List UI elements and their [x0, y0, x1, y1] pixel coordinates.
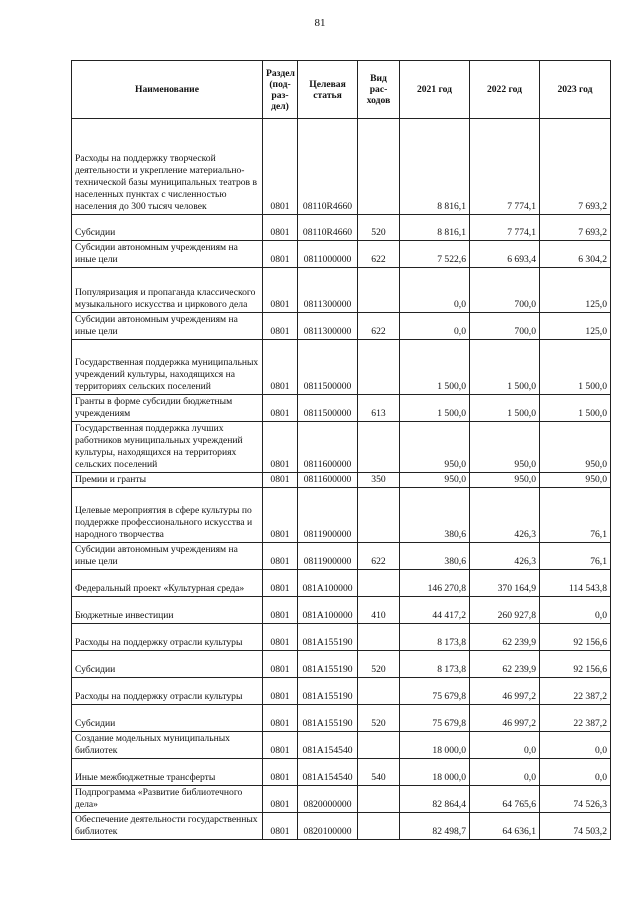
cell-target: 0811900000	[298, 488, 358, 543]
cell-section: 0801	[263, 759, 298, 786]
header-2023: 2023 год	[540, 61, 611, 119]
cell-name: Иные межбюджетные трансферты	[72, 759, 263, 786]
cell-y2023: 0,0	[540, 759, 611, 786]
cell-type: 410	[358, 597, 400, 624]
cell-target: 081A154540	[298, 759, 358, 786]
table-row	[72, 786, 611, 813]
cell-section: 0801	[263, 651, 298, 678]
header-name: Наименование	[72, 61, 263, 119]
table-row	[72, 268, 611, 313]
table-row	[72, 732, 611, 759]
cell-target: 0811300000	[298, 313, 358, 340]
cell-y2021: 18 000,0	[400, 759, 470, 786]
cell-y2023: 74 503,2	[540, 813, 611, 840]
cell-y2023: 0,0	[540, 597, 611, 624]
header-section: Раздел (под-раз-дел)	[263, 61, 298, 119]
cell-y2023: 125,0	[540, 313, 611, 340]
cell-target: 0811500000	[298, 395, 358, 422]
cell-y2022: 46 997,2	[470, 705, 540, 732]
table-body	[72, 119, 611, 840]
cell-y2023: 92 156,6	[540, 624, 611, 651]
cell-y2021: 380,6	[400, 543, 470, 570]
cell-name: Популяризация и пропаганда классического музыкального искусства и циркового дела	[72, 268, 263, 313]
cell-y2022: 62 239,9	[470, 651, 540, 678]
budget-table	[71, 60, 611, 840]
cell-y2021: 950,0	[400, 473, 470, 488]
cell-y2023: 125,0	[540, 268, 611, 313]
cell-section: 0801	[263, 678, 298, 705]
cell-y2021: 44 417,2	[400, 597, 470, 624]
cell-name: Субсидии автономным учреждениям на иные цели	[72, 313, 263, 340]
cell-type	[358, 570, 400, 597]
cell-section: 0801	[263, 268, 298, 313]
cell-target: 0811600000	[298, 473, 358, 488]
cell-y2021: 1 500,0	[400, 395, 470, 422]
cell-y2021: 8 173,8	[400, 624, 470, 651]
cell-target: 081A155190	[298, 678, 358, 705]
cell-type	[358, 678, 400, 705]
cell-name: Расходы на поддержку отрасли культуры	[72, 624, 263, 651]
cell-y2022: 7 774,1	[470, 119, 540, 215]
cell-name: Федеральный проект «Культурная среда»	[72, 570, 263, 597]
cell-y2022: 260 927,8	[470, 597, 540, 624]
cell-name: Субсидии	[72, 215, 263, 241]
cell-name: Гранты в форме субсидии бюджетным учреждениям	[72, 395, 263, 422]
table-row	[72, 678, 611, 705]
table-row	[72, 473, 611, 488]
cell-section: 0801	[263, 732, 298, 759]
cell-y2021: 1 500,0	[400, 340, 470, 395]
cell-y2022: 1 500,0	[470, 395, 540, 422]
cell-section: 0801	[263, 422, 298, 473]
cell-target: 0820100000	[298, 813, 358, 840]
cell-y2023: 950,0	[540, 473, 611, 488]
cell-section: 0801	[263, 813, 298, 840]
cell-section: 0801	[263, 313, 298, 340]
cell-y2022: 370 164,9	[470, 570, 540, 597]
table-row	[72, 340, 611, 395]
cell-section: 0801	[263, 786, 298, 813]
cell-target: 0820000000	[298, 786, 358, 813]
cell-y2023: 7 693,2	[540, 119, 611, 215]
cell-type	[358, 732, 400, 759]
cell-y2023: 76,1	[540, 488, 611, 543]
cell-y2022: 426,3	[470, 543, 540, 570]
cell-type: 540	[358, 759, 400, 786]
cell-y2022: 46 997,2	[470, 678, 540, 705]
cell-name: Государственная поддержка лучших работников муниципальных учреждений культуры, находящихся на территориях сельских поселений	[72, 422, 263, 473]
cell-y2023: 0,0	[540, 732, 611, 759]
cell-y2022: 7 774,1	[470, 215, 540, 241]
cell-type	[358, 488, 400, 543]
cell-y2022: 950,0	[470, 473, 540, 488]
cell-type: 622	[358, 241, 400, 268]
cell-name: Субсидии автономным учреждениям на иные цели	[72, 543, 263, 570]
table-row	[72, 395, 611, 422]
table-row	[72, 119, 611, 215]
cell-target: 0811300000	[298, 268, 358, 313]
table-row	[72, 570, 611, 597]
cell-name: Расходы на поддержку отрасли культуры	[72, 678, 263, 705]
cell-name: Премии и гранты	[72, 473, 263, 488]
cell-name: Бюджетные инвестиции	[72, 597, 263, 624]
cell-name: Подпрограмма «Развитие библиотечного дела»	[72, 786, 263, 813]
cell-name: Расходы на поддержку творческой деятельности и укрепление материально-технической базы муниципальных театров в населенных пунктах с численностью населения до 300 тысяч человек	[72, 119, 263, 215]
cell-section: 0801	[263, 395, 298, 422]
cell-target: 081A100000	[298, 570, 358, 597]
cell-y2022: 0,0	[470, 759, 540, 786]
cell-y2021: 18 000,0	[400, 732, 470, 759]
cell-y2023: 7 693,2	[540, 215, 611, 241]
cell-y2022: 64 636,1	[470, 813, 540, 840]
cell-name: Целевые мероприятия в сфере культуры по поддержке профессионального искусства и народного творчества	[72, 488, 263, 543]
cell-y2021: 8 816,1	[400, 119, 470, 215]
table-row	[72, 705, 611, 732]
cell-y2021: 82 498,7	[400, 813, 470, 840]
header-type: Вид рас-ходов	[358, 61, 400, 119]
cell-type	[358, 340, 400, 395]
table-row	[72, 624, 611, 651]
header-target: Целевая статья	[298, 61, 358, 119]
cell-y2023: 76,1	[540, 543, 611, 570]
cell-section: 0801	[263, 543, 298, 570]
cell-target: 0811900000	[298, 543, 358, 570]
cell-y2021: 0,0	[400, 268, 470, 313]
cell-type	[358, 119, 400, 215]
cell-name: Государственная поддержка муниципальных учреждений культуры, находящихся на территориях сельских поселений	[72, 340, 263, 395]
cell-section: 0801	[263, 340, 298, 395]
page-number: 81	[314, 17, 326, 29]
cell-y2023: 22 387,2	[540, 678, 611, 705]
cell-target: 081A154540	[298, 732, 358, 759]
cell-type	[358, 813, 400, 840]
table-row	[72, 651, 611, 678]
cell-y2021: 8 173,8	[400, 651, 470, 678]
cell-y2022: 6 693,4	[470, 241, 540, 268]
table-row	[72, 422, 611, 473]
cell-section: 0801	[263, 705, 298, 732]
cell-target: 08110R4660	[298, 215, 358, 241]
cell-type	[358, 268, 400, 313]
cell-type	[358, 422, 400, 473]
cell-name: Субсидии автономным учреждениям на иные цели	[72, 241, 263, 268]
cell-y2023: 114 543,8	[540, 570, 611, 597]
cell-y2021: 950,0	[400, 422, 470, 473]
cell-y2023: 1 500,0	[540, 340, 611, 395]
table-row	[72, 813, 611, 840]
cell-type: 350	[358, 473, 400, 488]
cell-y2021: 7 522,6	[400, 241, 470, 268]
cell-target: 081A100000	[298, 597, 358, 624]
cell-y2022: 1 500,0	[470, 340, 540, 395]
cell-section: 0801	[263, 119, 298, 215]
cell-y2021: 146 270,8	[400, 570, 470, 597]
cell-y2022: 950,0	[470, 422, 540, 473]
cell-y2021: 75 679,8	[400, 678, 470, 705]
cell-y2022: 64 765,6	[470, 786, 540, 813]
cell-y2023: 6 304,2	[540, 241, 611, 268]
cell-target: 0811500000	[298, 340, 358, 395]
cell-y2021: 8 816,1	[400, 215, 470, 241]
table-row	[72, 543, 611, 570]
cell-name: Создание модельных муниципальных библиотек	[72, 732, 263, 759]
cell-type: 622	[358, 543, 400, 570]
cell-type: 622	[358, 313, 400, 340]
cell-y2023: 950,0	[540, 422, 611, 473]
cell-type	[358, 624, 400, 651]
cell-name: Субсидии	[72, 651, 263, 678]
cell-y2021: 82 864,4	[400, 786, 470, 813]
cell-target: 08110R4660	[298, 119, 358, 215]
cell-section: 0801	[263, 241, 298, 268]
cell-section: 0801	[263, 570, 298, 597]
cell-type: 520	[358, 651, 400, 678]
cell-y2022: 0,0	[470, 732, 540, 759]
cell-target: 0811000000	[298, 241, 358, 268]
cell-name: Субсидии	[72, 705, 263, 732]
cell-section: 0801	[263, 215, 298, 241]
cell-y2023: 74 526,3	[540, 786, 611, 813]
cell-y2023: 22 387,2	[540, 705, 611, 732]
cell-section: 0801	[263, 488, 298, 543]
table-row	[72, 488, 611, 543]
table-row	[72, 241, 611, 268]
cell-name: Обеспечение деятельности государственных библиотек	[72, 813, 263, 840]
cell-y2023: 92 156,6	[540, 651, 611, 678]
cell-section: 0801	[263, 597, 298, 624]
cell-target: 081A155190	[298, 705, 358, 732]
cell-target: 0811600000	[298, 422, 358, 473]
cell-target: 081A155190	[298, 624, 358, 651]
cell-type: 613	[358, 395, 400, 422]
cell-y2021: 0,0	[400, 313, 470, 340]
cell-y2022: 426,3	[470, 488, 540, 543]
cell-y2022: 700,0	[470, 313, 540, 340]
table-row	[72, 215, 611, 241]
header-2021: 2021 год	[400, 61, 470, 119]
cell-y2023: 1 500,0	[540, 395, 611, 422]
cell-type: 520	[358, 215, 400, 241]
cell-section: 0801	[263, 473, 298, 488]
table-header-row	[72, 61, 611, 119]
cell-target: 081A155190	[298, 651, 358, 678]
table-row	[72, 597, 611, 624]
cell-y2022: 62 239,9	[470, 624, 540, 651]
cell-type: 520	[358, 705, 400, 732]
cell-y2022: 700,0	[470, 268, 540, 313]
cell-type	[358, 786, 400, 813]
cell-y2021: 380,6	[400, 488, 470, 543]
header-2022: 2022 год	[470, 61, 540, 119]
table-row	[72, 759, 611, 786]
cell-y2021: 75 679,8	[400, 705, 470, 732]
table-row	[72, 313, 611, 340]
cell-section: 0801	[263, 624, 298, 651]
